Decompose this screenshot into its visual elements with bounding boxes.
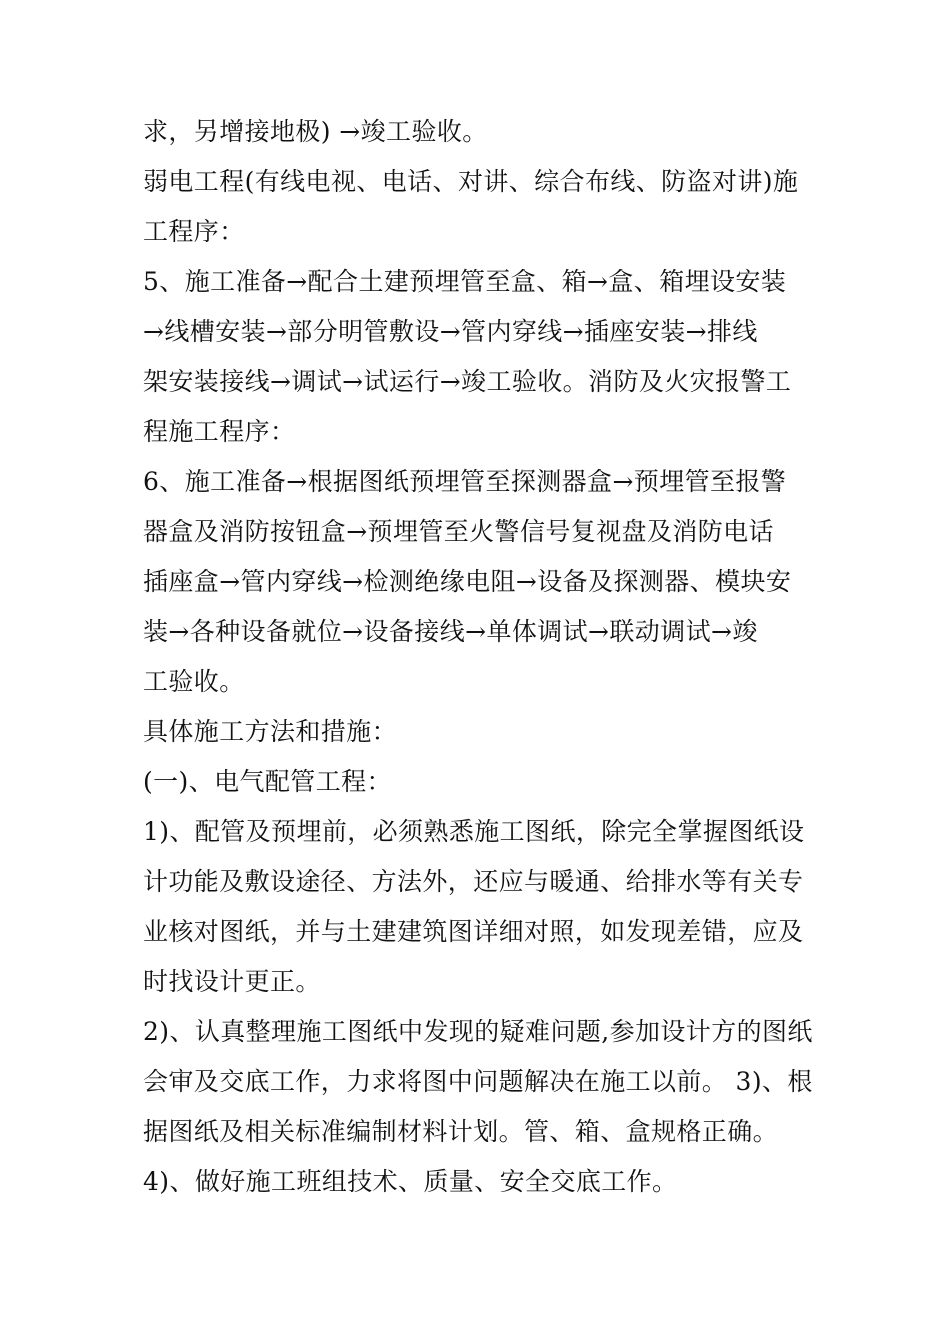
text-line: 插座盒→管内穿线→检测绝缘电阻→设备及探测器、模块安 <box>143 567 792 596</box>
text-line: 业核对图纸，并与土建建筑图详细对照，如发现差错，应及 <box>143 917 804 946</box>
text-line: 6、施工准备→根据图纸预埋管至探测器盒→预埋管至报警 <box>143 467 787 496</box>
text-line: 计功能及敷设途径、方法外，还应与暖通、给排水等有关专 <box>143 867 804 896</box>
text-line: 工程序： <box>143 217 245 246</box>
text-line: 会审及交底工作，力求将图中问题解决在施工以前。 3)、根 <box>143 1067 813 1096</box>
section-heading: 具体施工方法和措施： <box>143 717 398 746</box>
text-line: →线槽安装→部分明管敷设→管内穿线→插座安装→排线 <box>143 317 758 346</box>
text-line: 求，另增接地极) →竣工验收。 <box>143 117 488 146</box>
text-line: 5、施工准备→配合土建预埋管至盒、箱→盒、箱埋设安装 <box>143 267 787 296</box>
text-line: 据图纸及相关标准编制材料计划。管、箱、盒规格正确。 <box>143 1117 779 1146</box>
text-line: 2)、认真整理施工图纸中发现的疑难问题,参加设计方的图纸 <box>143 1017 813 1046</box>
text-line: 时找设计更正。 <box>143 967 321 996</box>
text-line: 工验收。 <box>143 667 245 696</box>
text-line: 1)、配管及预埋前，必须熟悉施工图纸，除完全掌握图纸设 <box>143 817 805 846</box>
subsection-heading: (一)、电气配管工程： <box>143 767 392 796</box>
text-line: 弱电工程(有线电视、电话、对讲、综合布线、防盗对讲)施 <box>143 167 799 196</box>
text-line: 4)、做好施工班组技术、质量、安全交底工作。 <box>143 1167 678 1196</box>
text-line: 程施工程序： <box>143 417 296 446</box>
text-line: 器盒及消防按钮盒→预埋管至火警信号复视盘及消防电话 <box>143 517 774 546</box>
text-line: 架安装接线→调试→试运行→竣工验收。消防及火灾报警工 <box>143 367 792 396</box>
text-line: 装→各种设备就位→设备接线→单体调试→联动调试→竣 <box>143 617 758 646</box>
